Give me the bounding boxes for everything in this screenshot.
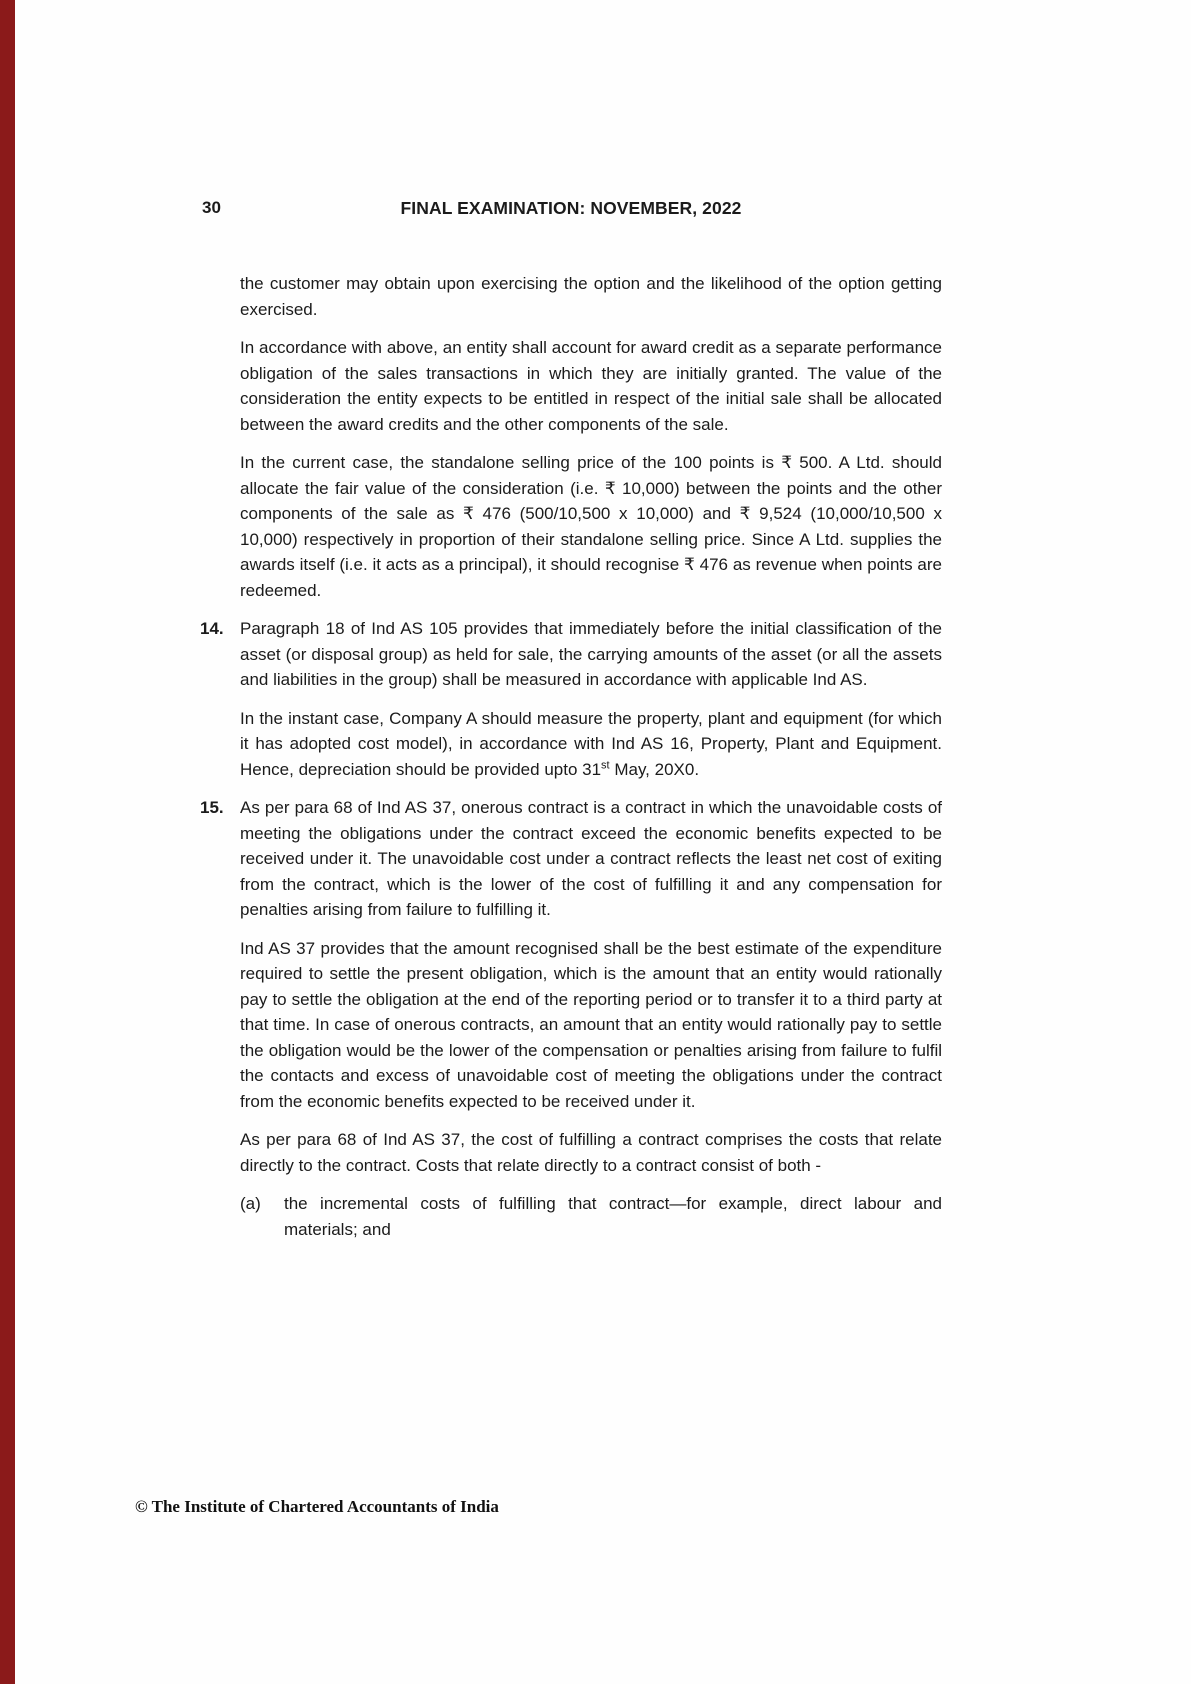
numbered-item: [200, 616, 942, 693]
left-red-stripe: [0, 0, 15, 1684]
numbered-item: [200, 795, 942, 923]
paragraph: the customer may obtain upon exercising the option and the likelihood of the option getting exercised.: [240, 274, 942, 319]
paragraph: In the current case, the standalone selling price of the 100 points is ₹ 500. A Ltd. should allocate the fair value of the consideration (i.e. ₹ 10,000) between the points and the other components of the sale as ₹ 476 (500/10,500 x 10,000) and ₹ 9,524 (10,000/10,500 x 10,000) respectively in proportion of their standalone selling price. Since A Ltd. supplies the awards itself (i.e. it acts as a principal), it should recognise ₹ 476 as revenue when points are redeemed.: [240, 453, 942, 600]
lettered-item: [240, 1191, 942, 1242]
paragraph-text: May, 20X0.: [609, 759, 700, 779]
item-number: 14.: [200, 619, 224, 638]
document-content: [200, 271, 942, 1255]
paragraph: As per para 68 of Ind AS 37, onerous contract is a contract in which the unavoidable costs of meeting the obligations under the contract exceed the economic benefits expected to be received under it. The unavoidable cost under a contract reflects the least net cost of exiting from the contract, which is the lower of the cost of fulfilling it and any compensation for penalties arising from failure to fulfilling it.: [240, 798, 942, 919]
page-header: [200, 198, 942, 219]
paragraph: In accordance with above, an entity shall account for award credit as a separate performance obligation of the sales transactions in which they are initially granted. The value of the consideration the entity expects to be entitled in respect of the initial sale shall be allocated between the award credits and the other components of the sale.: [240, 338, 942, 434]
paragraph: the incremental costs of fulfilling that contract—for example, direct labour and materials; and: [284, 1194, 942, 1239]
paragraph-text: In the instant case, Company A should measure the property, plant and equipment (for which it has adopted cost model), in accordance with Ind AS 16, Property, Plant and Equipment. Hence, depreciation should be provided upto 31: [240, 708, 942, 779]
item-number: 15.: [200, 798, 224, 817]
paragraph: As per para 68 of Ind AS 37, the cost of fulfilling a contract comprises the costs that relate directly to the contract. Costs that relate directly to a contract consist of both -: [240, 1130, 942, 1175]
page-number: 30: [202, 198, 221, 217]
superscript-ordinal: st: [601, 758, 610, 771]
item-letter: (a): [240, 1194, 261, 1213]
paragraph: [240, 706, 942, 783]
footer-copyright: © The Institute of Chartered Accountants of India: [135, 1497, 499, 1516]
page-title: FINAL EXAMINATION: NOVEMBER, 2022: [400, 198, 742, 218]
paragraph: Paragraph 18 of Ind AS 105 provides that immediately before the initial classification of the asset (or disposal group) as held for sale, the carrying amounts of the asset (or all the assets and liabilities in the group) shall be measured in accordance with applicable Ind AS.: [240, 619, 942, 689]
paragraph: Ind AS 37 provides that the amount recognised shall be the best estimate of the expenditure required to settle the present obligation, which is the amount that an entity would rationally pay to settle the obligation at the end of the reporting period or to transfer it to a third party at that time. In case of onerous contracts, an amount that an entity would rationally pay to settle the obligation would be the lower of the compensation or penalties arising from failure to fulfil the contacts and excess of unavoidable cost of meeting the obligations under the contract from the economic benefits expected to be received under it.: [240, 938, 942, 1111]
